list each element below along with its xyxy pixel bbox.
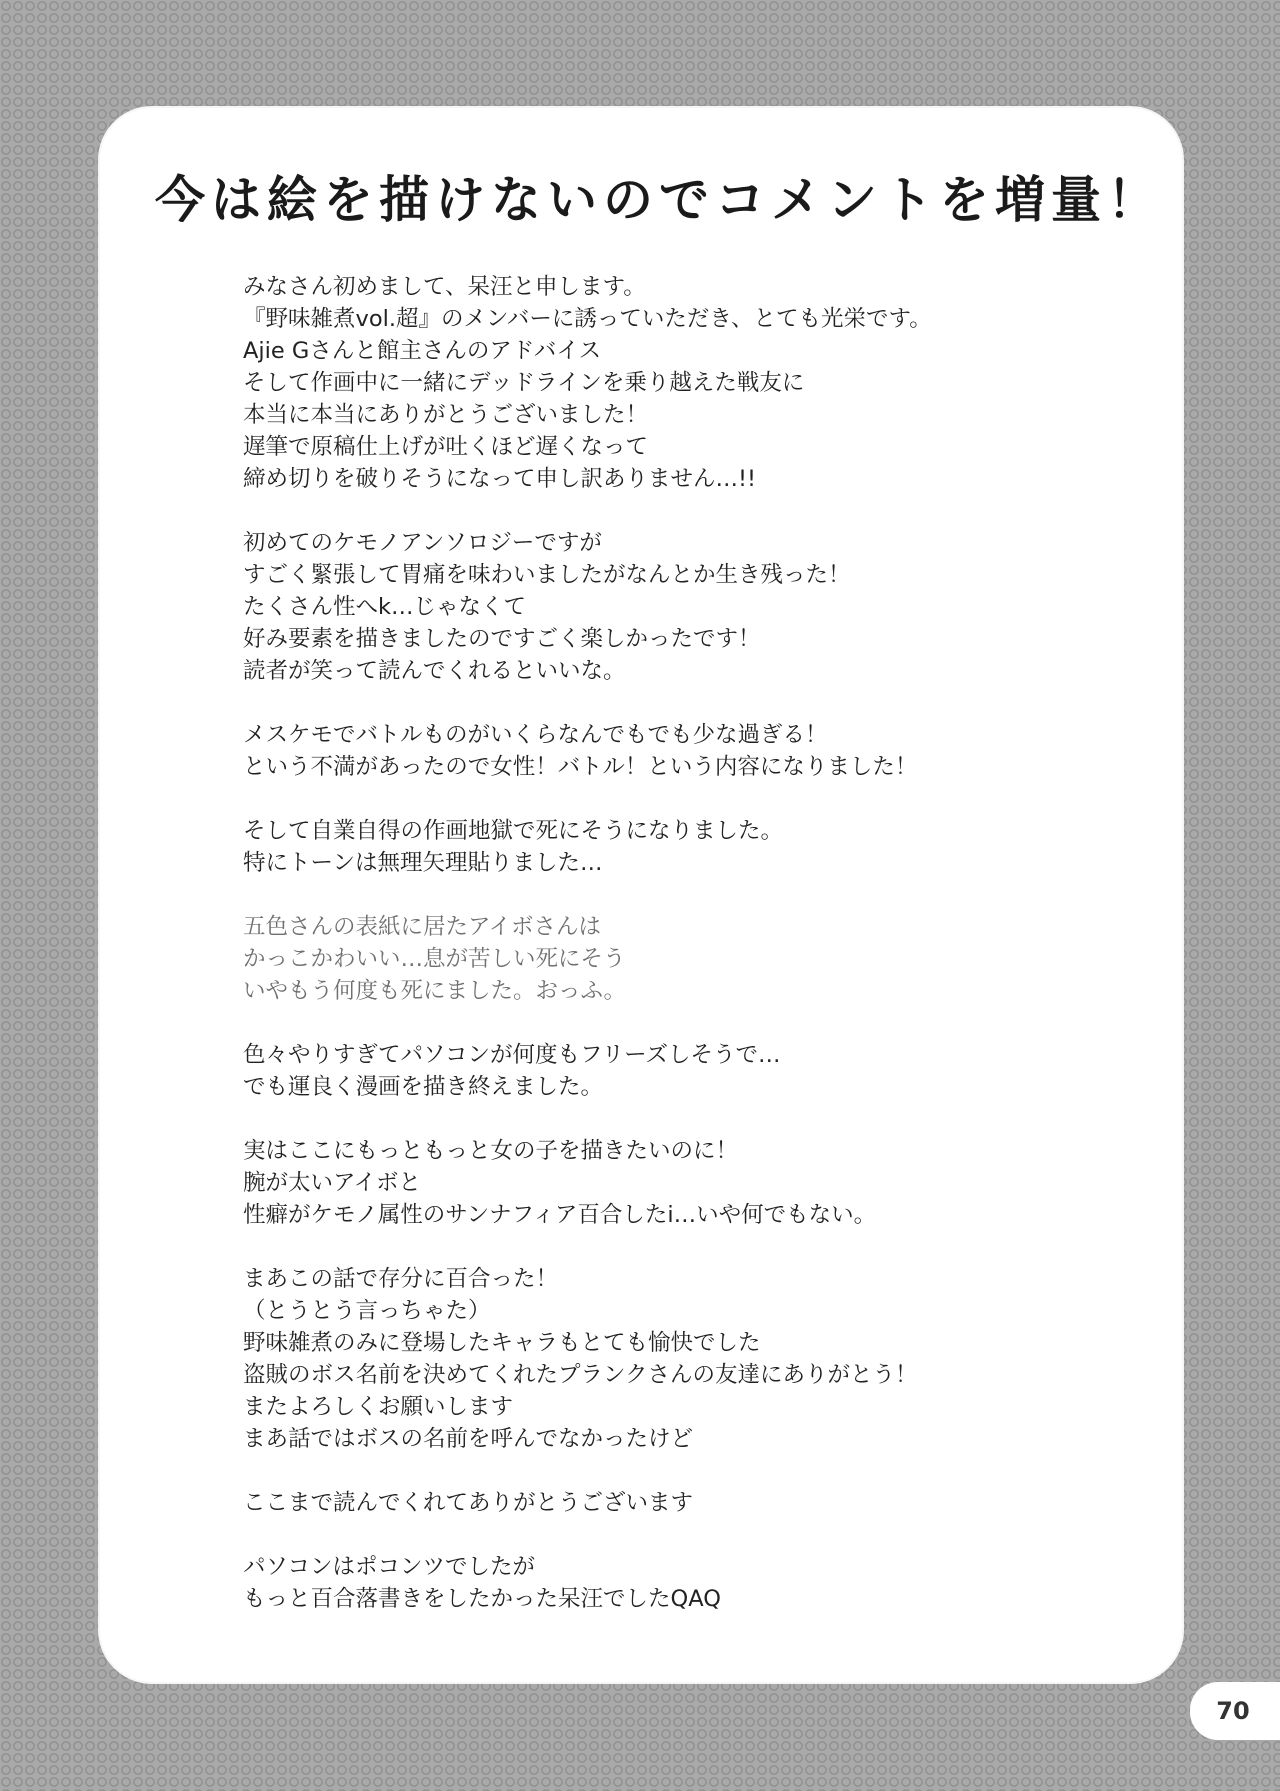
paragraph (243, 1039, 1123, 1103)
paragraph (243, 1551, 1123, 1615)
paragraph (243, 1487, 1123, 1519)
text-line: もっと百合落書きをしたかった呆汪でしたQAQ (243, 1586, 721, 1612)
comment-body (243, 271, 1123, 1615)
text-line: 野味雑煮のみに登場したキャラもとても愉快でした (243, 1330, 761, 1356)
text-line: 五色さんの表紙に居たアイボさんは (243, 914, 601, 940)
text-line: そして自業自得の作画地獄で死にそうになりました。 (243, 818, 784, 844)
text-line: という不満があったので女性！バトル！という内容になりました！ (243, 754, 918, 780)
text-line: すごく緊張して胃痛を味わいましたがなんとか生き残った！ (243, 562, 851, 588)
text-line: ここまで読んでくれてありがとうございます (243, 1490, 694, 1516)
text-line: （とうとう言っちゃた） (243, 1298, 491, 1324)
text-line: 『野味雑煮vol.超』のメンバーに誘っていただき、とても光栄です。 (243, 306, 932, 332)
text-line: Ajie Gさんと館主さんのアドバイス (243, 338, 602, 364)
page-title: 今は絵を描けないのでコメントを増量！ (155, 171, 1163, 229)
text-line: パソコンはポコンツでしたが (243, 1554, 536, 1580)
page-number: 70 (1216, 1697, 1250, 1725)
text-line: まあ話ではボスの名前を呼んでなかったけど (243, 1426, 694, 1452)
text-line: またよろしくお願いします (243, 1394, 514, 1420)
text-line: 初めてのケモノアンソロジーですが (243, 530, 602, 556)
text-line: 好み要素を描きましたのですごく楽しかったです！ (243, 626, 761, 652)
paragraph (243, 911, 1123, 1007)
paragraph (243, 1135, 1123, 1231)
paragraph (243, 1263, 1123, 1455)
paragraph (243, 271, 1123, 495)
text-line: 遅筆で原稿仕上げが吐くほど遅くなって (243, 434, 649, 460)
text-line: まあこの話で存分に百合った！ (243, 1266, 559, 1292)
text-line: でも運良く漫画を描き終えました。 (243, 1074, 604, 1100)
text-line: 実はここにもっともっと女の子を描きたいのに！ (243, 1138, 739, 1164)
text-line: 腕が太いアイボと (243, 1170, 421, 1196)
text-line: メスケモでバトルものがいくらなんでもでも少な過ぎる！ (243, 722, 828, 748)
text-line: かっこかわいい…息が苦しい死にそう (243, 946, 626, 972)
text-line: いやもう何度も死にました。おっふ。 (243, 978, 626, 1004)
text-line: 読者が笑って読んでくれるといいな。 (243, 658, 626, 684)
text-line: 特にトーンは無理矢理貼りました… (243, 850, 603, 876)
text-line: 本当に本当にありがとうございました！ (243, 402, 649, 428)
paragraph (243, 815, 1123, 879)
text-line: 性癖がケモノ属性のサンナフィア百合したi…いや何でもない。 (243, 1202, 877, 1228)
text-line: 締め切りを破りそうになって申し訳ありません…!! (243, 466, 757, 492)
text-line: 盗賊のボス名前を決めてくれたプランクさんの友達にありがとう！ (243, 1362, 918, 1388)
text-line: 色々やりすぎてパソコンが何度もフリーズしそうで… (243, 1042, 781, 1068)
paragraph (243, 527, 1123, 687)
paragraph (243, 719, 1123, 783)
text-line: みなさん初めまして、呆汪と申します。 (243, 274, 646, 300)
text-line: たくさん性へk…じゃなくて (243, 594, 527, 620)
text-line: そして作画中に一緒にデッドラインを乗り越えた戦友に (243, 370, 805, 396)
